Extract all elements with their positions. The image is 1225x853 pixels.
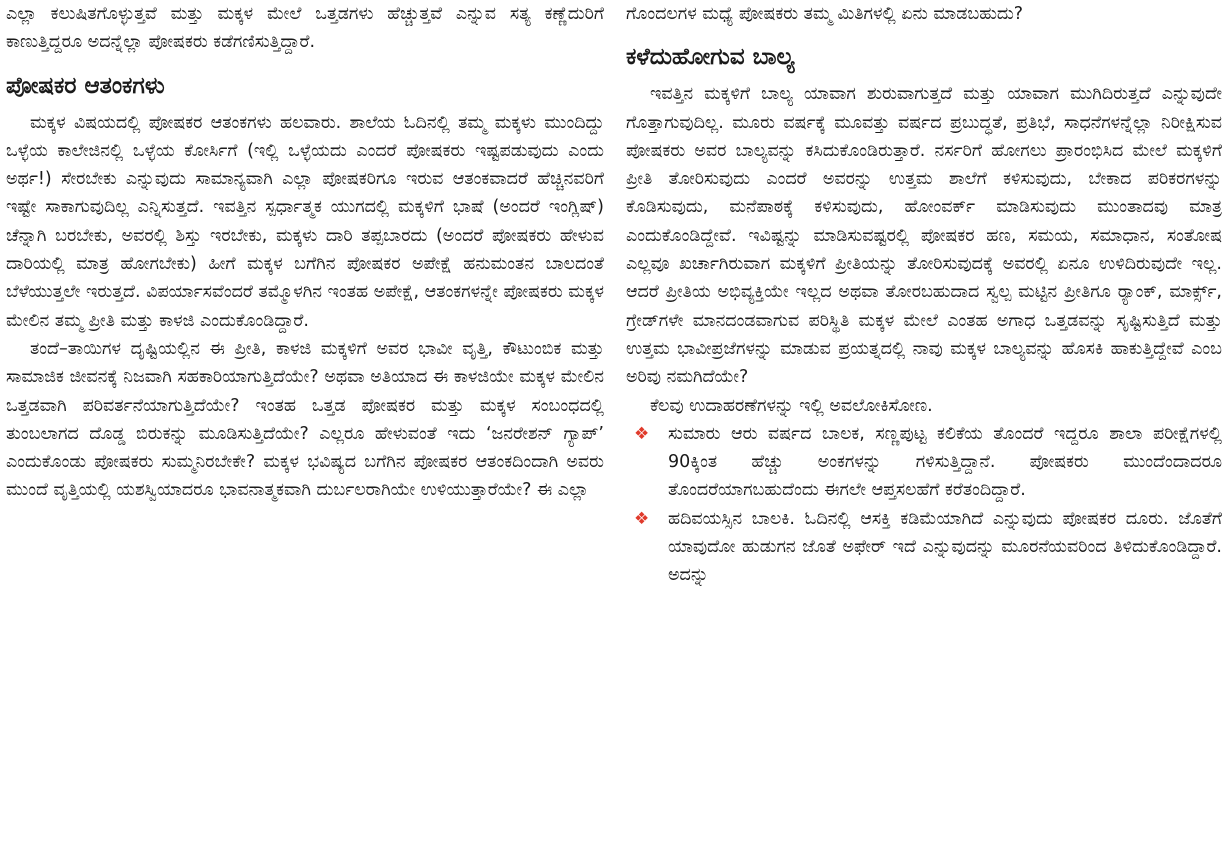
diamond-dots-icon: ❖: [634, 423, 650, 444]
left-para-2: ತಂದೆ–ತಾಯಿಗಳ ದೃಷ್ಟಿಯಲ್ಲಿನ ಈ ಪ್ರೀತಿ, ಕಾಳಜಿ ಮಕ್ಕಳಿಗೆ ಅವರ ಭಾವೀ ವೃತ್ತಿ, ಕೌಟುಂಬಿಕ ಮತ್ತು ಸಾಮಾಜಿಕ ಜೀವನಕ್ಕೆ ನಿಜವಾಗಿ ಸಹಕಾರಿಯಾಗುತ್ತಿದೆಯೇ? ಅಥವಾ ಅತಿಯಾದ ಈ ಕಾಳಜಿಯೇ ಮಕ್ಕಳ ಮೇಲಿನ ಒತ್ತಡವಾಗಿ ಪರಿವರ್ತನೆಯಾಗುತ್ತಿದೆಯೇ? ಇಂತಹ ಒತ್ತಡ ಪೋಷಕರ ಮತ್ತು ಮಕ್ಕಳ ಸಂಬಂಧದಲ್ಲಿ ತುಂಬಲಾಗದ ದೊಡ್ಡ ಬಿರುಕನ್ನು ಮೂಡಿಸುತ್ತಿದೆಯೇ? ಎಲ್ಲರೂ ಹೇಳುವಂತೆ ಇದು ‘ಜನರೇಶನ್ ಗ್ಯಾಪ್’ ಎಂದುಕೊಂಡು ಪೋಷಕರು ಸುಮ್ಮನಿರಬೇಕೇ? ಮಕ್ಕಳ ಭವಿಷ್ಯದ ಬಗೆಗಿನ ಪೋಷಕರ ಆತಂಕದಿಂದಾಗಿ ಅವರು ಮುಂದೆ ವೃತ್ತಿಯಲ್ಲಿ ಯಶಸ್ವಿಯಾದರೂ ಭಾವನಾತ್ಮಕವಾಗಿ ದುರ್ಬಲರಾಗಿಯೇ ಉಳಿಯುತ್ತಾರೆಯೇ? ಈ ಎಲ್ಲಾ: [6, 338, 604, 501]
right-para-1: ಇವತ್ತಿನ ಮಕ್ಕಳಿಗೆ ಬಾಲ್ಯ ಯಾವಾಗ ಶುರುವಾಗುತ್ತದೆ ಮತ್ತು ಯಾವಾಗ ಮುಗಿದಿರುತ್ತದೆ ಎನ್ನುವುದೇ ಗೊತ್ತಾಗುವುದಿಲ್ಲ. ಮೂರು ವರ್ಷಕ್ಕೆ ಮೂವತ್ತು ವರ್ಷದ ಪ್ರಬುದ್ಧತೆ, ಪ್ರತಿಭೆ, ಸಾಧನೆಗಳನ್ನೆಲ್ಲಾ ನಿರೀಕ್ಷಿಸುವ ಪೋಷಕರು ಅವರ ಬಾಲ್ಯವನ್ನು ಕಸಿದುಕೊಂಡಿರುತ್ತಾರೆ. ನರ್ಸರಿಗೆ ಹೋಗಲು ಪ್ರಾರಂಭಿಸಿದ ಮೇಲೆ ಮಕ್ಕಳಿಗೆ ಪ್ರೀತಿ ತೋರಿಸುವುದು ಎಂದರೆ ಅವರನ್ನು ಉತ್ತಮ ಶಾಲೆಗೆ ಕಳಿಸುವುದು, ಬೇಕಾದ ಪರಿಕರಗಳನ್ನು ಕೊಡಿಸುವುದು, ಮನೆಪಾಠಕ್ಕೆ ಕಳಿಸುವುದು, ಹೋಂವರ್ಕ್ ಮಾಡಿಸುವುದು ಮುಂತಾದವು ಮಾತ್ರ ಎಂದುಕೊಂಡಿದ್ದೇವೆ. ಇವಿಷ್ಟನ್ನು ಮಾಡಿಸುವಷ್ಟರಲ್ಲಿ ಪೋಷಕರ ಹಣ, ಸಮಯ, ಸಮಾಧಾನ, ಸಂತೋಷ ಎಲ್ಲವೂ ಖರ್ಚಾಗಿರುವಾಗ ಮಕ್ಕಳಿಗೆ ಪ್ರೀತಿಯನ್ನು ತೋರಿಸುವುದಕ್ಕೆ ಅವರಲ್ಲಿ ಏನೂ ಉಳಿದಿರುವುದೇ ಇಲ್ಲ. ಆದರೆ ಪ್ರೀತಿಯ ಅಭಿವ್ಯಕ್ತಿಯೇ ಇಲ್ಲದ ಅಥವಾ ತೋರಬಹುದಾದ ಸ್ವಲ್ಪ ಮಟ್ಟಿನ ಪ್ರೀತಿಗೂ ರ್‍ಯಾಂಕ್, ಮಾರ್ಕ್ಸ್, ಗ್ರೇಡ್‌ಗಳೇ ಮಾನದಂಡವಾಗುವ ಪರಿಸ್ಥಿತಿ ಮಕ್ಕಳ ಮೇಲೆ ಎಂತಹ ಅಗಾಧ ಒತ್ತಡವನ್ನು ಸೃಷ್ಟಿಸುತ್ತಿದೆ ಮತ್ತು ಉತ್ತಮ ಭಾವೀಪ್ರಜೆಗಳನ್ನು ಮಾಡುವ ಪ್ರಯತ್ನದಲ್ಲಿ ನಾವು ಮಕ್ಕಳ ಬಾಲ್ಯವನ್ನು ಹೊಸಕಿ ಹಾಕುತ್ತಿದ್ದೇವೆ ಎಂಬ ಅರಿವು ನಮಗಿದೆಯೇ?: [626, 84, 1222, 388]
example-list: [626, 420, 1222, 590]
right-para-2: ಕೆಲವು ಉದಾಹರಣೆಗಳನ್ನು ಇಲ್ಲಿ ಅವಲೋಕಿಸೋಣ.: [650, 395, 933, 416]
section-heading-parent-anxieties: ಪೋಷಕರ ಆತಂಕಗಳು: [6, 72, 165, 99]
section-heading-lost-childhood: ಕಳೆದುಹೋಗುವ ಬಾಲ್ಯ: [626, 44, 795, 71]
diamond-dots-icon: ❖: [634, 508, 650, 529]
list-item: [626, 505, 1222, 590]
left-para-1: ಮಕ್ಕಳ ವಿಷಯದಲ್ಲಿ ಪೋಷಕರ ಆತಂಕಗಳು ಹಲವಾರು. ಶಾಲೆಯ ಓದಿನಲ್ಲಿ ತಮ್ಮ ಮಕ್ಕಳು ಮುಂದಿದ್ದು ಒಳ್ಳೆಯ ಕಾಲೇಜಿನಲ್ಲಿ ಒಳ್ಳೆಯ ಕೋರ್ಸಿಗೆ (ಇಲ್ಲಿ ಒಳ್ಳೆಯದು ಎಂದರೆ ಪೋಷಕರು ಇಷ್ಟಪಡುವುದು ಎಂದು ಅರ್ಥ!) ಸೇರಬೇಕು ಎನ್ನುವುದು ಸಾಮಾನ್ಯವಾಗಿ ಎಲ್ಲಾ ಪೋಷಕರಿಗೂ ಇರುವ ಆತಂಕವಾದರೆ ಹೆಚ್ಚಿನವರಿಗೆ ಇಷ್ಟೇ ಸಾಕಾಗುವುದಿಲ್ಲ ಎನ್ನಿಸುತ್ತದೆ. ಇವತ್ತಿನ ಸ್ಪರ್ಧಾತ್ಮಕ ಯುಗದಲ್ಲಿ ಮಕ್ಕಳಿಗೆ ಭಾಷೆ (ಅಂದರೆ ಇಂಗ್ಲಿಷ್) ಚೆನ್ನಾಗಿ ಬರಬೇಕು, ಅವರಲ್ಲಿ ಶಿಸ್ತು ಇರಬೇಕು, ಮಕ್ಕಳು ದಾರಿ ತಪ್ಪಬಾರದು (ಅಂದರೆ ಪೋಷಕರು ಹೇಳುವ ದಾರಿಯಲ್ಲಿ ಮಾತ್ರ ಹೋಗಬೇಕು) ಹೀಗೆ ಮಕ್ಕಳ ಬಗೆಗಿನ ಪೋಷಕರ ಅಪೇಕ್ಷೆ ಹನುಮಂತನ ಬಾಲದಂತೆ ಬೆಳೆಯುತ್ತಲೇ ಇರುತ್ತದೆ. ವಿಪರ್ಯಾಸವೆಂದರೆ ತಮ್ಮೊಳಗಿನ ಇಂತಹ ಅಪೇಕ್ಷೆ, ಆತಂಕಗಳನ್ನೇ ಪೋಷಕರು ಮಕ್ಕಳ ಮೇಲಿನ ತಮ್ಮ ಪ್ರೀತಿ ಮತ್ತು ಕಾಳಜಿ ಎಂದುಕೊಂಡಿದ್ದಾರೆ.: [6, 112, 604, 331]
right-para-top: ಗೊಂದಲಗಳ ಮಧ್ಯೆ ಪೋಷಕರು ತಮ್ಮ ಮಿತಿಗಳಲ್ಲಿ ಏನು ಮಾಡಬಹುದು?: [626, 4, 1024, 24]
right-column: [626, 0, 1222, 853]
list-item-text: ಸುಮಾರು ಆರು ವರ್ಷದ ಬಾಲಕ, ಸಣ್ಣಪುಟ್ಟ ಕಲಿಕೆಯ ತೊಂದರೆ ಇದ್ದರೂ ಶಾಲಾ ಪರೀಕ್ಷೆಗಳಲ್ಲಿ 90ಕ್ಕಿಂತ ಹೆಚ್ಚು ಅಂಕಗಳನ್ನು ಗಳಿಸುತ್ತಿದ್ದಾನೆ. ಪೋಷಕರು ಮುಂದೆಂದಾದರೂ ತೊಂದರೆಯಾಗಬಹುದೆಂದು ಈಗಲೇ ಆಪ್ತಸಲಹೆಗೆ ಕರೆತಂದಿದ್ದಾರೆ.: [668, 423, 1222, 501]
left-para-top: ಎಲ್ಲಾ ಕಲುಷಿತಗೊಳ್ಳುತ್ತವೆ ಮತ್ತು ಮಕ್ಕಳ ಮೇಲೆ ಒತ್ತಡಗಳು ಹೆಚ್ಚುತ್ತವೆ ಎನ್ನುವ ಸತ್ಯ ಕಣ್ಣೆದುರಿಗೆ ಕಾಣುತ್ತಿದ್ದರೂ ಅದನ್ನೆಲ್ಲಾ ಪೋಷಕರು ಕಡೆಗಣಿಸುತ್ತಿದ್ದಾರೆ.: [6, 4, 604, 53]
list-item-text: ಹದಿವಯಸ್ಸಿನ ಬಾಲಕಿ. ಓದಿನಲ್ಲಿ ಆಸಕ್ತಿ ಕಡಿಮೆಯಾಗಿದೆ ಎನ್ನುವುದು ಪೋಷಕರ ದೂರು. ಜೊತೆಗೆ ಯಾವುದೋ ಹುಡುಗನ ಜೊತೆ ಅಫೇರ್ ಇದೆ ಎನ್ನುವುದನ್ನು ಮೂರನೆಯವರಿಂದ ತಿಳಿದುಕೊಂಡಿದ್ದಾರೆ. ಅದನ್ನು: [668, 508, 1222, 586]
list-item: [626, 420, 1222, 505]
left-column: [6, 0, 604, 853]
